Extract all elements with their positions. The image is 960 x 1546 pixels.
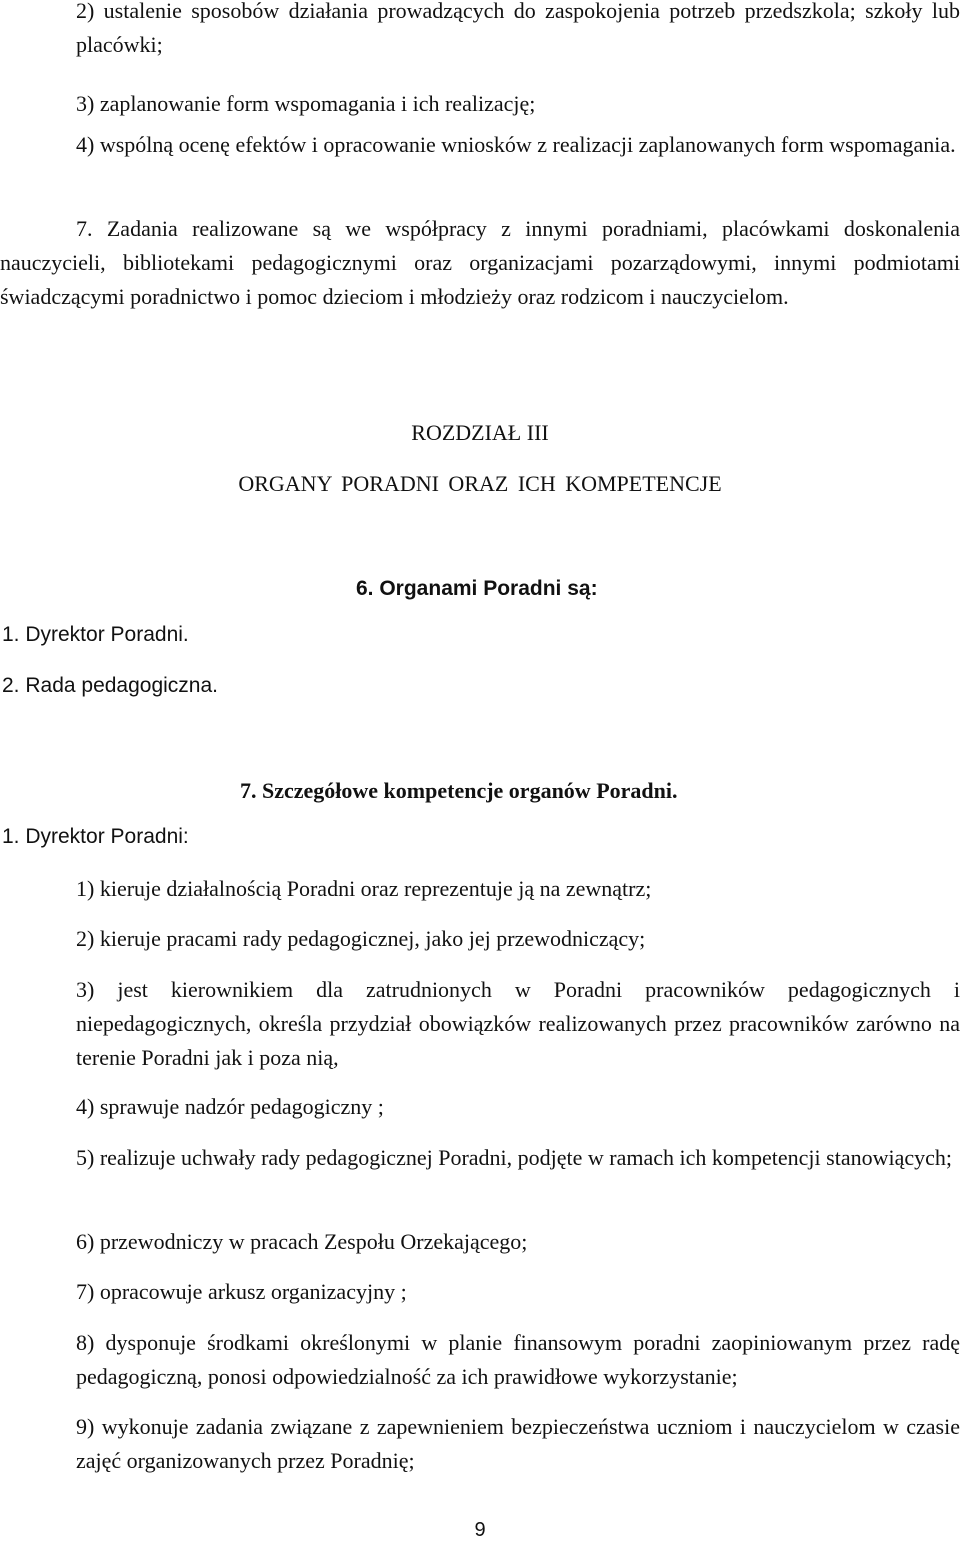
competence-item-5: 5) realizuje uchwały rady pedagogicznej Poradni, podjęte w ramach ich kompetencji stanowiących; — [76, 1145, 952, 1170]
competence-item-8: 8) dysponuje środkami określonymi w planie finansowym poradni zaopiniowanym przez radę pedagogiczną, ponosi odpowiedzialność za ich prawidłowe wykorzystanie; — [76, 1330, 960, 1389]
competence-item-9: 9) wykonuje zadania związane z zapewnieniem bezpieczeństwa uczniom i nauczycielom w czasie zajęć organizowanych przez Poradnię; — [76, 1414, 960, 1473]
section-6-item-2: 2. Rada pedagogiczna. — [2, 674, 218, 697]
list-item-2: 2) ustalenie sposobów działania prowadzących do zaspokojenia potrzeb przedszkola; szkoły lub placówki; — [76, 0, 960, 57]
competence-item-2: 2) kieruje pracami rady pedagogicznej, jako jej przewodniczący; — [76, 926, 646, 951]
section-6-heading: 6. Organami Poradni są: — [356, 577, 598, 600]
section-6-item-1: 1. Dyrektor Poradni. — [2, 623, 189, 646]
section-7-subheading: 1. Dyrektor Poradni: — [2, 825, 189, 848]
chapter-title: ORGANY PORADNI ORAZ ICH KOMPETENCJE — [238, 471, 722, 496]
competence-item-4: 4) sprawuje nadzór pedagogiczny ; — [76, 1094, 384, 1119]
competence-item-1: 1) kieruje działalnością Poradni oraz reprezentuje ją na zewnątrz; — [76, 876, 652, 901]
page-number: 9 — [474, 1519, 486, 1541]
competence-item-7: 7) opracowuje arkusz organizacyjny ; — [76, 1279, 407, 1304]
list-item-4: 4) wspólną ocenę efektów i opracowanie wniosków z realizacji zaplanowanych form wspomagania. — [76, 132, 956, 157]
competence-item-3: 3) jest kierownikiem dla zatrudnionych w Poradni pracowników pedagogicznych i niepedagogicznych, określa przydział obowiązków realizowanych przez pracowników zarówno na terenie Poradni jak i poza nią, — [76, 977, 960, 1070]
chapter-number: ROZDZIAŁ III — [411, 420, 549, 445]
section-7-heading: 7. Szczegółowe kompetencje organów Poradni. — [240, 778, 678, 803]
paragraph-7: 7. Zadania realizowane są we współpracy z innymi poradniami, placówkami doskonalenia nauczycieli, bibliotekami pedagogicznymi oraz organizacjami pozarządowymi, innymi podmiotami świadczącymi poradnictwo i pomoc dzieciom i młodzieży oraz rodzicom i nauczycielom. — [0, 216, 960, 309]
competence-item-6: 6) przewodniczy w pracach Zespołu Orzekającego; — [76, 1229, 528, 1254]
list-item-3: 3) zaplanowanie form wspomagania i ich realizację; — [76, 91, 536, 116]
